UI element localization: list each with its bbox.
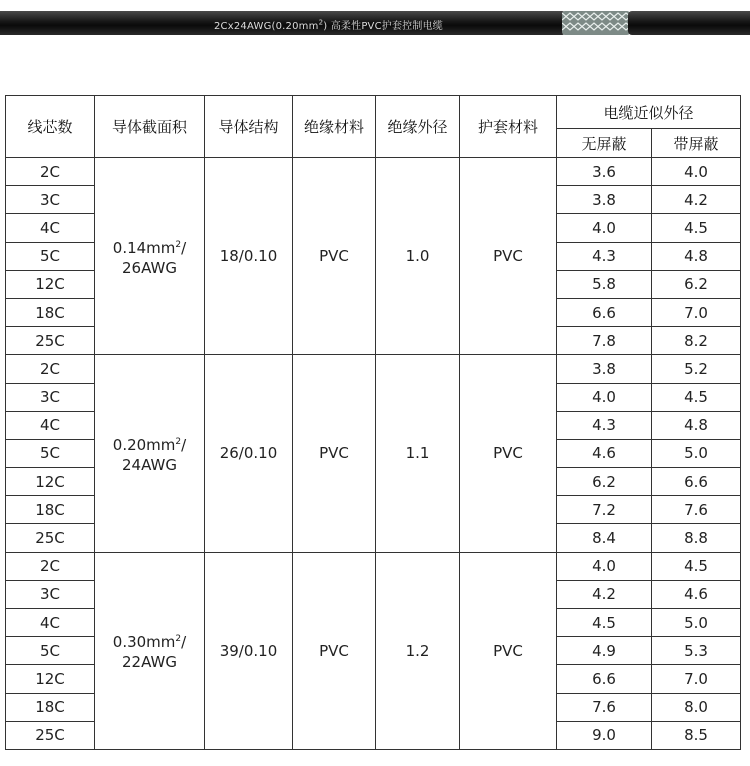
- unshielded-od-cell: 6.6: [557, 665, 652, 693]
- unshielded-od-cell: 8.4: [557, 524, 652, 552]
- cores-cell: 4C: [6, 411, 95, 439]
- header-sheath-material: 护套材料: [460, 96, 557, 158]
- shielded-od-cell: 6.2: [652, 270, 741, 298]
- shielded-od-cell: 5.0: [652, 439, 741, 467]
- table-row: [6, 355, 741, 383]
- cores-cell: 3C: [6, 580, 95, 608]
- cores-cell: 2C: [6, 552, 95, 580]
- unshielded-od-cell: 3.6: [557, 158, 652, 186]
- unshielded-od-cell: 4.3: [557, 411, 652, 439]
- cores-cell: 25C: [6, 721, 95, 749]
- unshielded-od-cell: 4.9: [557, 637, 652, 665]
- area-superscript: 2: [175, 239, 182, 250]
- cable-caption-superscript: 2: [318, 18, 324, 27]
- sheath-material-cell: PVC: [460, 552, 557, 749]
- unshielded-od-cell: 7.6: [557, 693, 652, 721]
- shielded-od-cell: 6.6: [652, 468, 741, 496]
- cores-cell: 25C: [6, 327, 95, 355]
- shielded-od-cell: 4.5: [652, 552, 741, 580]
- cross-section-cell: [95, 158, 205, 355]
- insulation-material-cell: PVC: [293, 158, 376, 355]
- header-cores: 线芯数: [6, 96, 95, 158]
- shielded-od-cell: 4.8: [652, 242, 741, 270]
- area-superscript: 2: [175, 634, 182, 645]
- shielded-od-cell: 8.2: [652, 327, 741, 355]
- cores-cell: 18C: [6, 693, 95, 721]
- cross-section-area: [95, 235, 204, 258]
- area-value: 0.20mm: [112, 435, 176, 454]
- shielded-od-cell: 4.2: [652, 186, 741, 214]
- cross-section-area: [95, 432, 204, 455]
- cores-cell: 2C: [6, 158, 95, 186]
- unshielded-od-cell: 6.2: [557, 468, 652, 496]
- shielded-od-cell: 7.6: [652, 496, 741, 524]
- cores-cell: 5C: [6, 637, 95, 665]
- cores-cell: 18C: [6, 496, 95, 524]
- cable-jacket-end: [628, 11, 750, 35]
- cross-section-cell: [95, 552, 205, 749]
- unshielded-od-cell: 4.6: [557, 439, 652, 467]
- shielded-od-cell: 8.5: [652, 721, 741, 749]
- unshielded-od-cell: 3.8: [557, 355, 652, 383]
- awg-value: 26AWG: [122, 258, 177, 277]
- spec-table: [5, 95, 741, 750]
- shielded-od-cell: 5.3: [652, 637, 741, 665]
- shielded-od-cell: 4.5: [652, 383, 741, 411]
- insulation-material-cell: PVC: [293, 355, 376, 552]
- unshielded-od-cell: 4.2: [557, 580, 652, 608]
- shielded-od-cell: 7.0: [652, 665, 741, 693]
- shielded-od-cell: 5.0: [652, 609, 741, 637]
- braided-shield-icon: [562, 8, 630, 38]
- area-superscript: 2: [175, 436, 182, 447]
- header-insulation-material: 绝缘材料: [293, 96, 376, 158]
- table-row: [6, 552, 741, 580]
- sheath-material-cell: PVC: [460, 355, 557, 552]
- header-cross-section: 导体截面积: [95, 96, 205, 158]
- cores-cell: 12C: [6, 665, 95, 693]
- header-conductor-structure: 导体结构: [205, 96, 293, 158]
- cores-cell: 4C: [6, 214, 95, 242]
- unshielded-od-cell: 6.6: [557, 298, 652, 326]
- header-shielded: 带屏蔽: [652, 129, 741, 158]
- unshielded-od-cell: 9.0: [557, 721, 652, 749]
- cores-cell: 5C: [6, 242, 95, 270]
- area-slash: /: [181, 435, 187, 454]
- cores-cell: 25C: [6, 524, 95, 552]
- area-slash: /: [181, 238, 187, 257]
- shielded-od-cell: 8.8: [652, 524, 741, 552]
- unshielded-od-cell: 3.8: [557, 186, 652, 214]
- spec-table-body: [6, 158, 741, 750]
- conductor-structure-cell: 39/0.10: [205, 552, 293, 749]
- insulation-od-cell: 1.2: [376, 552, 460, 749]
- shielded-od-cell: 8.0: [652, 693, 741, 721]
- awg-value: 22AWG: [122, 653, 177, 672]
- shielded-od-cell: 4.0: [652, 158, 741, 186]
- area-slash: /: [181, 633, 187, 652]
- cable-caption: [214, 17, 443, 32]
- area-value: 0.14mm: [112, 238, 176, 257]
- awg-value: 24AWG: [122, 455, 177, 474]
- conductor-structure-cell: 26/0.10: [205, 355, 293, 552]
- conductor-structure-cell: 18/0.10: [205, 158, 293, 355]
- cross-section-area: [95, 629, 204, 652]
- unshielded-od-cell: 7.8: [557, 327, 652, 355]
- cores-cell: 3C: [6, 186, 95, 214]
- cores-cell: 12C: [6, 468, 95, 496]
- unshielded-od-cell: 4.3: [557, 242, 652, 270]
- area-value: 0.30mm: [112, 633, 176, 652]
- insulation-material-cell: PVC: [293, 552, 376, 749]
- cable-caption-suffix: ) 高柔性PVC护套控制电缆: [323, 21, 443, 32]
- unshielded-od-cell: 4.0: [557, 383, 652, 411]
- cores-cell: 3C: [6, 383, 95, 411]
- shielded-od-cell: 4.8: [652, 411, 741, 439]
- cores-cell: 12C: [6, 270, 95, 298]
- shielded-od-cell: 5.2: [652, 355, 741, 383]
- unshielded-od-cell: 4.5: [557, 609, 652, 637]
- shielded-od-cell: 7.0: [652, 298, 741, 326]
- cross-section-cell: [95, 355, 205, 552]
- header-unshielded: 无屏蔽: [557, 129, 652, 158]
- unshielded-od-cell: 7.2: [557, 496, 652, 524]
- cores-cell: 4C: [6, 609, 95, 637]
- insulation-od-cell: 1.1: [376, 355, 460, 552]
- sheath-material-cell: PVC: [460, 158, 557, 355]
- insulation-od-cell: 1.0: [376, 158, 460, 355]
- unshielded-od-cell: 4.0: [557, 214, 652, 242]
- header-cable-od: 电缆近似外径: [557, 96, 741, 129]
- unshielded-od-cell: 5.8: [557, 270, 652, 298]
- cores-cell: 5C: [6, 439, 95, 467]
- unshielded-od-cell: 4.0: [557, 552, 652, 580]
- cable-caption-prefix: 2Cx24AWG(0.20mm: [214, 21, 319, 32]
- header-insulation-od: 绝缘外径: [376, 96, 460, 158]
- table-row: [6, 158, 741, 186]
- shielded-od-cell: 4.6: [652, 580, 741, 608]
- cores-cell: 2C: [6, 355, 95, 383]
- shielded-od-cell: 4.5: [652, 214, 741, 242]
- cable-banner: [0, 8, 750, 38]
- cores-cell: 18C: [6, 298, 95, 326]
